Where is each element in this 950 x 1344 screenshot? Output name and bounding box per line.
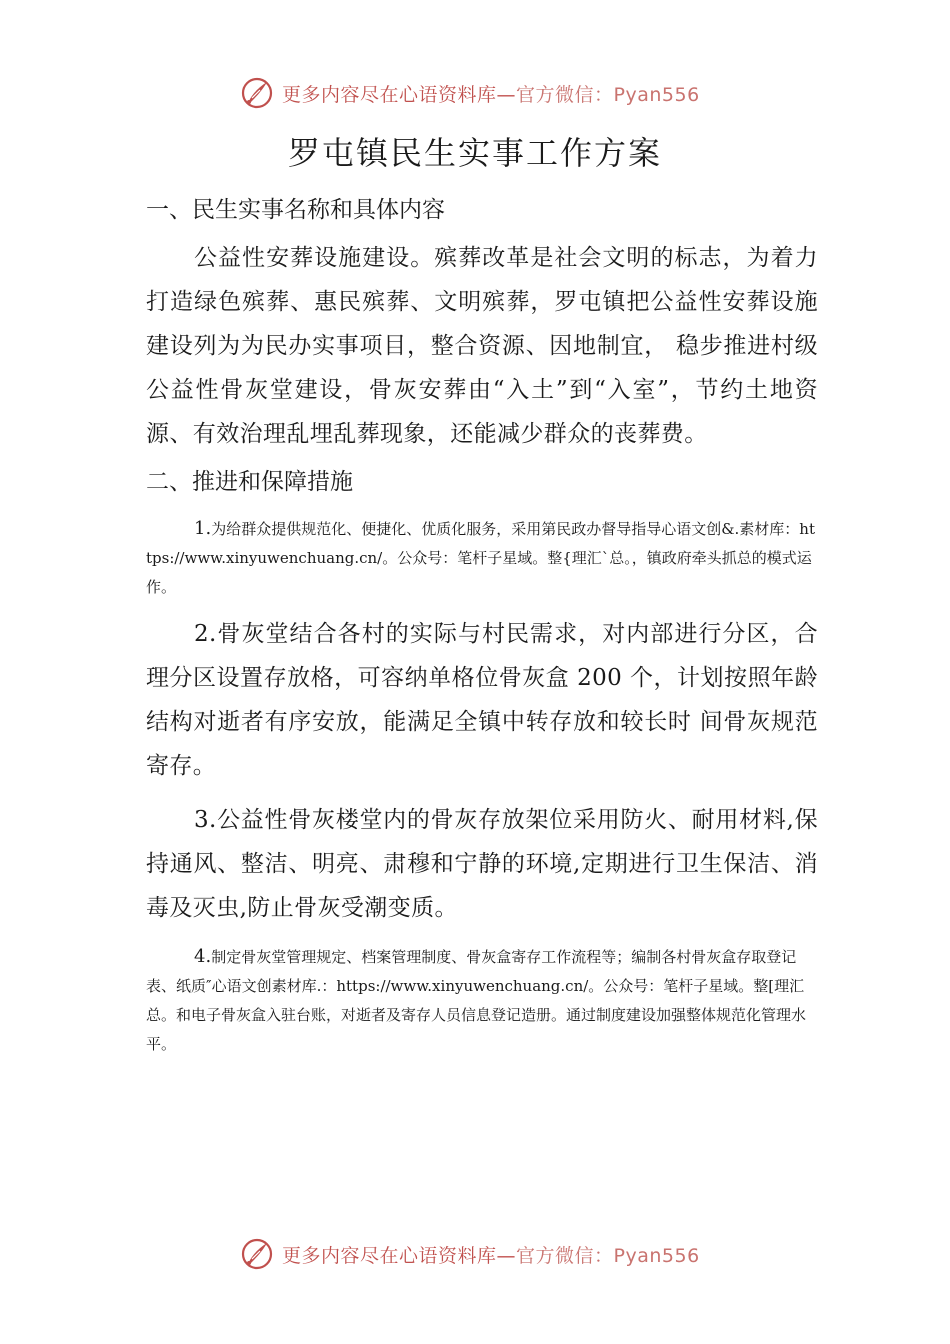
document-title: 罗屯镇民生实事工作方案 bbox=[287, 134, 662, 172]
measure-item-1-text: 为给群众提供规范化、便捷化、优质化服务，采用第民政办督导指导心语文创&.素材库：https://www.xinyuwenchuang.cn/。公众号：笔杆子星域。整{理汇`总。，镇政府牵头抓总的模式运作。 bbox=[146, 520, 816, 596]
quill-seal-logo-icon bbox=[240, 76, 274, 110]
footer-banner bbox=[240, 1234, 700, 1274]
measure-item-4-number: 4. bbox=[194, 946, 212, 967]
quill-seal-logo-icon bbox=[240, 1237, 274, 1271]
measure-item-3: 3.公益性骨灰楼堂内的骨灰存放架位采用防火、耐用材料,保持通风、整洁、明亮、肃穆和宁静的环境,定期进行卫生保洁、消毒及灭虫,防止骨灰受潮变质。 bbox=[146, 807, 818, 921]
banner-wechat: 官方微信：Pyan556 bbox=[516, 1244, 700, 1267]
measure-item-1-number: 1. bbox=[194, 518, 212, 539]
banner-text: 更多内容尽在心语资料库—官方微信：Pyan556 bbox=[282, 83, 700, 106]
measure-item-2: 2.骨灰堂结合各村的实际与村民需求，对内部进行分区，合理分区设置存放格，可容纳单格位骨灰盒 200 个，计划按照年龄结构对逝者有序安放，能满足全镇中转存放和较长时 间骨灰规范寄存。 bbox=[146, 621, 818, 779]
measure-item-4 bbox=[146, 942, 818, 1059]
measure-item-1 bbox=[146, 514, 818, 602]
section-1-paragraph: 公益性安葬设施建设。殡葬改革是社会文明的标志，为着力打造绿色殡葬、惠民殡葬、文明殡葬，罗屯镇把公益性安葬设施建设列为为民办实事项目，整合资源、因地制宜， 稳步推进村级公益性骨灰堂建设，骨灰安葬由“入土”到“入室”，节约土地资源、有效治理乱埋乱葬现象，还能减少群众的丧葬费。 bbox=[146, 245, 818, 447]
banner-text: 更多内容尽在心语资料库—官方微信：Pyan556 bbox=[282, 1244, 700, 1267]
banner-wechat: 官方微信：Pyan556 bbox=[516, 83, 700, 106]
document-body bbox=[146, 190, 818, 1059]
section-2-heading: 二、推进和保障措施 bbox=[146, 469, 353, 495]
section-1-heading: 一、民生实事名称和具体内容 bbox=[146, 197, 445, 223]
measure-item-4-text: 制定骨灰堂管理规定、档案管理制度、骨灰盒寄存工作流程等；编制各村骨灰盒存取登记表、纸质″心语文创素材库.：https://www.xinyuwenchuang.cn/。公众号：笔杆子星域。整[理汇总。和电子骨灰盒入驻台账，对逝者及寄存人员信息登记造册。通过制度建设加强整体规范化管理水平。 bbox=[146, 948, 807, 1053]
header-banner bbox=[240, 73, 700, 113]
